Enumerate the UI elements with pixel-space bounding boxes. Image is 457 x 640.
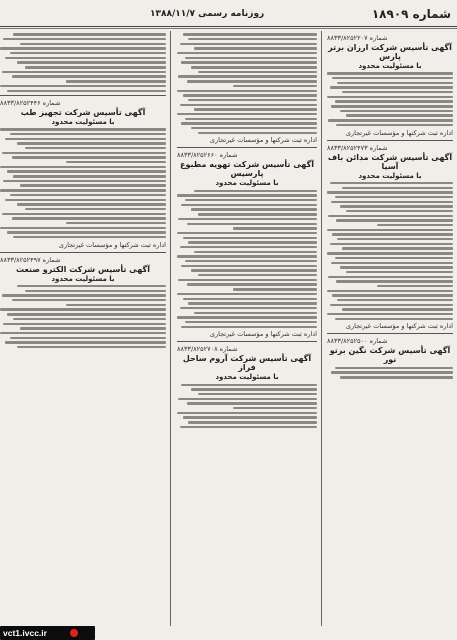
body-text-line	[327, 229, 453, 231]
body-text-line	[181, 204, 317, 206]
notice	[0, 33, 166, 96]
body-text-line	[340, 376, 453, 378]
body-text-line	[187, 223, 317, 225]
body-text-line	[66, 304, 166, 306]
body-text-line	[0, 227, 166, 229]
body-text-line	[13, 318, 166, 320]
body-text-line	[198, 132, 317, 134]
column-left	[0, 31, 166, 626]
notice	[327, 34, 453, 141]
notice-subtitle: با مسئولیت محدود	[51, 117, 115, 126]
body-text-line	[5, 341, 166, 343]
body-text-line	[340, 205, 453, 207]
notice-reference-number: شماره ۸۸۳۳/۸۲۵۲۲۰۷	[327, 34, 388, 42]
body-text-line	[25, 290, 166, 292]
body-text-line	[198, 274, 317, 276]
body-text-line	[180, 104, 317, 106]
body-text-line	[331, 371, 453, 373]
body-text-line	[7, 90, 166, 92]
header-divider	[0, 28, 457, 29]
body-text-line	[331, 201, 453, 203]
notice	[177, 345, 317, 428]
body-text-line	[2, 152, 166, 154]
body-text-line	[336, 280, 453, 282]
body-text-line	[198, 393, 317, 395]
body-text-line	[178, 279, 317, 281]
body-text-line	[0, 128, 166, 130]
body-text-line	[337, 82, 453, 84]
body-text-line	[0, 85, 166, 87]
body-text-line	[337, 238, 453, 240]
body-text-line	[335, 100, 453, 102]
body-text-line	[178, 75, 317, 77]
body-text-line	[181, 122, 317, 124]
body-text-line	[10, 133, 166, 135]
body-text-line	[335, 196, 453, 198]
column-middle	[177, 31, 317, 626]
body-text-line	[0, 332, 166, 334]
body-text-line	[327, 96, 453, 98]
body-text-line	[181, 265, 317, 267]
body-text-line	[342, 91, 453, 93]
body-text-line	[2, 213, 166, 215]
body-text-line	[3, 180, 166, 182]
notice-title: آگهی تأسیس شرکت الکترو صنعت	[16, 264, 150, 274]
body-text-line	[0, 189, 166, 191]
body-text-line	[198, 71, 317, 73]
body-text-line	[191, 66, 317, 68]
body-text-line	[66, 161, 166, 163]
body-text-line	[233, 288, 317, 290]
body-text-line	[340, 266, 453, 268]
body-text-line	[13, 236, 166, 238]
notice	[0, 99, 166, 253]
body-text-line	[328, 215, 453, 217]
body-text-line	[66, 222, 166, 224]
body-text-line	[327, 252, 453, 254]
body-text-line	[177, 316, 317, 318]
body-text-line	[331, 105, 453, 107]
notice-issuer: اداره ثبت شرکتها و مؤسسات غیرتجاری	[58, 240, 166, 249]
body-text-line	[233, 407, 317, 409]
body-text-line	[188, 99, 317, 101]
body-text-line	[2, 71, 166, 73]
body-text-line	[183, 298, 317, 300]
body-text-line	[7, 313, 166, 315]
body-text-line	[191, 208, 317, 210]
notice	[327, 144, 453, 335]
body-text-line	[20, 43, 166, 45]
body-text-line	[327, 290, 453, 292]
body-text-line	[346, 271, 453, 273]
body-text-line	[180, 426, 317, 428]
page-header	[0, 4, 457, 27]
body-text-line	[187, 80, 317, 82]
body-text-line	[337, 299, 453, 301]
body-text-line	[330, 243, 453, 245]
body-text-line	[180, 43, 317, 45]
body-text-line	[233, 227, 317, 229]
body-text-line	[3, 323, 166, 325]
body-text-line	[198, 213, 317, 215]
body-text-line	[180, 307, 317, 309]
body-text-line	[181, 326, 317, 328]
body-text-line	[7, 170, 166, 172]
notice-divider	[327, 333, 453, 334]
body-text-line	[183, 33, 317, 35]
gazette-title: روزنامه رسمی ۱۳۸۸/۱۱/۷	[150, 9, 265, 19]
body-text-line	[25, 208, 166, 210]
body-text-line	[194, 312, 317, 314]
body-text-line	[330, 182, 453, 184]
body-text-line	[185, 260, 317, 262]
body-text-line	[328, 119, 453, 121]
body-text-line	[332, 233, 453, 235]
body-text-line	[335, 318, 453, 320]
notice-reference-number: شماره ۸۸۳۳/۸۲۵۲۷۰۸	[177, 345, 238, 354]
body-text-line	[13, 175, 166, 177]
notice	[0, 256, 166, 349]
notice-subtitle: با مسئولیت محدود	[358, 171, 422, 180]
body-text-line	[342, 187, 453, 189]
notice-subtitle: با مسئولیت محدود	[51, 274, 115, 283]
body-text-line	[191, 127, 317, 129]
body-text-line	[177, 194, 317, 196]
body-text-line	[346, 210, 453, 212]
body-text-line	[346, 114, 453, 116]
notice-divider	[177, 147, 317, 148]
body-text-line	[17, 346, 166, 348]
body-text-line	[330, 304, 453, 306]
body-text-line	[332, 77, 453, 79]
body-text-line	[185, 118, 317, 120]
body-text-line	[328, 276, 453, 278]
notice-issuer: اداره ثبت شرکتها و مؤسسات غیرتجاری	[209, 136, 317, 145]
body-text-line	[327, 191, 453, 193]
body-text-line	[177, 255, 317, 257]
body-text-line	[177, 412, 317, 414]
body-text-line	[66, 80, 166, 82]
body-text-line	[0, 47, 166, 49]
body-text-line	[327, 313, 453, 315]
body-text-line	[188, 302, 317, 304]
body-text-line	[0, 308, 166, 310]
body-text-line	[336, 219, 453, 221]
body-text-line	[191, 269, 317, 271]
body-text-line	[10, 337, 166, 339]
body-text-line	[336, 124, 453, 126]
notice-reference-number: شماره ۸۸۳۳/۸۲۵۲۶۶۰	[177, 151, 238, 160]
notice-divider	[0, 252, 166, 253]
notice-title: آگهی تأسیس شرکت ارزان برتر پارس	[328, 43, 452, 61]
body-text-line	[194, 47, 317, 49]
body-text-line	[25, 66, 166, 68]
body-text-line	[12, 217, 166, 219]
body-text-line	[12, 156, 166, 158]
body-text-line	[17, 142, 166, 144]
body-text-line	[377, 285, 453, 287]
body-text-line	[183, 94, 317, 96]
body-text-line	[25, 147, 166, 149]
body-text-line	[187, 283, 317, 285]
body-text-line	[13, 33, 166, 35]
body-text-line	[3, 38, 166, 40]
notice-reference-number: شماره ۸۸۳۳/۸۲۵۲۴۷۳	[327, 143, 388, 152]
body-text-line	[188, 421, 317, 423]
body-text-line	[17, 285, 166, 287]
body-text-line	[10, 52, 166, 54]
body-text-line	[177, 293, 317, 295]
body-text-line	[183, 416, 317, 418]
notice-subtitle: با مسئولیت محدود	[358, 62, 422, 70]
logo-dot-icon	[70, 629, 78, 637]
body-text-line	[233, 85, 317, 87]
body-text-line	[188, 38, 317, 40]
notice-divider	[327, 140, 453, 141]
body-text-line	[342, 308, 453, 310]
body-text-line	[20, 184, 166, 186]
notice-divider	[0, 95, 166, 96]
body-text-line	[188, 241, 317, 243]
body-text-line	[177, 90, 317, 92]
notice-title: آگهی تأسیس شرکت مدائن باف آسیا	[327, 152, 453, 171]
notice-reference-number: شماره ۸۸۳۳/۸۲۵۲۴۹۷	[0, 255, 61, 264]
column-rule	[170, 31, 171, 626]
body-text-line	[194, 190, 317, 192]
notice	[177, 151, 317, 342]
body-text-line	[187, 402, 317, 404]
body-text-line	[194, 251, 317, 253]
column-right	[327, 31, 453, 626]
notice	[327, 337, 453, 378]
body-text-line	[377, 224, 453, 226]
notice-reference-number: شماره ۸۸۳۳/۸۲۵۲۴۴۶	[0, 98, 61, 107]
body-text-line	[177, 52, 317, 54]
body-text-line	[181, 61, 317, 63]
notice-reference-number: شماره ۸۸۳۳/۸۲۵۲۵۰۰	[327, 337, 388, 346]
notice-title: آگهی تأسیس شرکت آروم ساحل فراز	[182, 354, 312, 373]
body-text-line	[340, 110, 453, 112]
body-text-line	[178, 398, 317, 400]
notice-subtitle: با مسئولیت محدود	[215, 373, 279, 382]
body-text-line	[177, 232, 317, 234]
page-number: شماره ۱۸۹۰۹	[371, 7, 451, 21]
logo-text: vct1.ivcc.ir	[3, 628, 47, 638]
body-text-line	[10, 194, 166, 196]
body-text-line	[2, 294, 166, 296]
body-text-line	[191, 388, 317, 390]
body-text-line	[177, 113, 317, 115]
body-text-line	[17, 203, 166, 205]
body-text-line	[342, 247, 453, 249]
notice-title: آگهی تأسیس شرکت نگین برتو نور	[329, 346, 451, 365]
body-text-line	[181, 384, 317, 386]
body-text-line	[194, 108, 317, 110]
notice	[177, 33, 317, 148]
body-text-line	[183, 237, 317, 239]
body-text-line	[185, 321, 317, 323]
column-rule	[321, 31, 322, 626]
body-text-line	[335, 257, 453, 259]
body-text-line	[7, 231, 166, 233]
notice-issuer: اداره ثبت شرکتها و مؤسسات غیرتجاری	[345, 128, 453, 137]
body-text-line	[185, 199, 317, 201]
body-text-line	[12, 299, 166, 301]
body-text-line	[335, 367, 453, 369]
body-text-line	[20, 327, 166, 329]
body-text-line	[327, 72, 453, 74]
site-logo	[0, 626, 95, 640]
body-text-line	[5, 138, 166, 140]
body-text-line	[12, 75, 166, 77]
notice-title: آگهی تأسیس شرکت تهویه مطبوع پارسیس	[180, 160, 314, 179]
body-text-line	[17, 61, 166, 63]
body-text-line	[332, 294, 453, 296]
body-text-line	[5, 199, 166, 201]
notice-title: آگهی تأسیس شرکت تجهیز طب	[20, 107, 146, 117]
notice-issuer: اداره ثبت شرکتها و مؤسسات غیرتجاری	[209, 330, 317, 339]
notice-divider	[177, 341, 317, 342]
notice-subtitle: با مسئولیت محدود	[215, 179, 279, 188]
body-text-line	[5, 57, 166, 59]
notice-issuer: اداره ثبت شرکتها و مؤسسات غیرتجاری	[345, 322, 453, 331]
body-text-line	[178, 218, 317, 220]
body-text-line	[331, 262, 453, 264]
body-text-line	[185, 57, 317, 59]
body-text-line	[330, 86, 453, 88]
body-text-line	[0, 166, 166, 168]
body-text-line	[180, 246, 317, 248]
